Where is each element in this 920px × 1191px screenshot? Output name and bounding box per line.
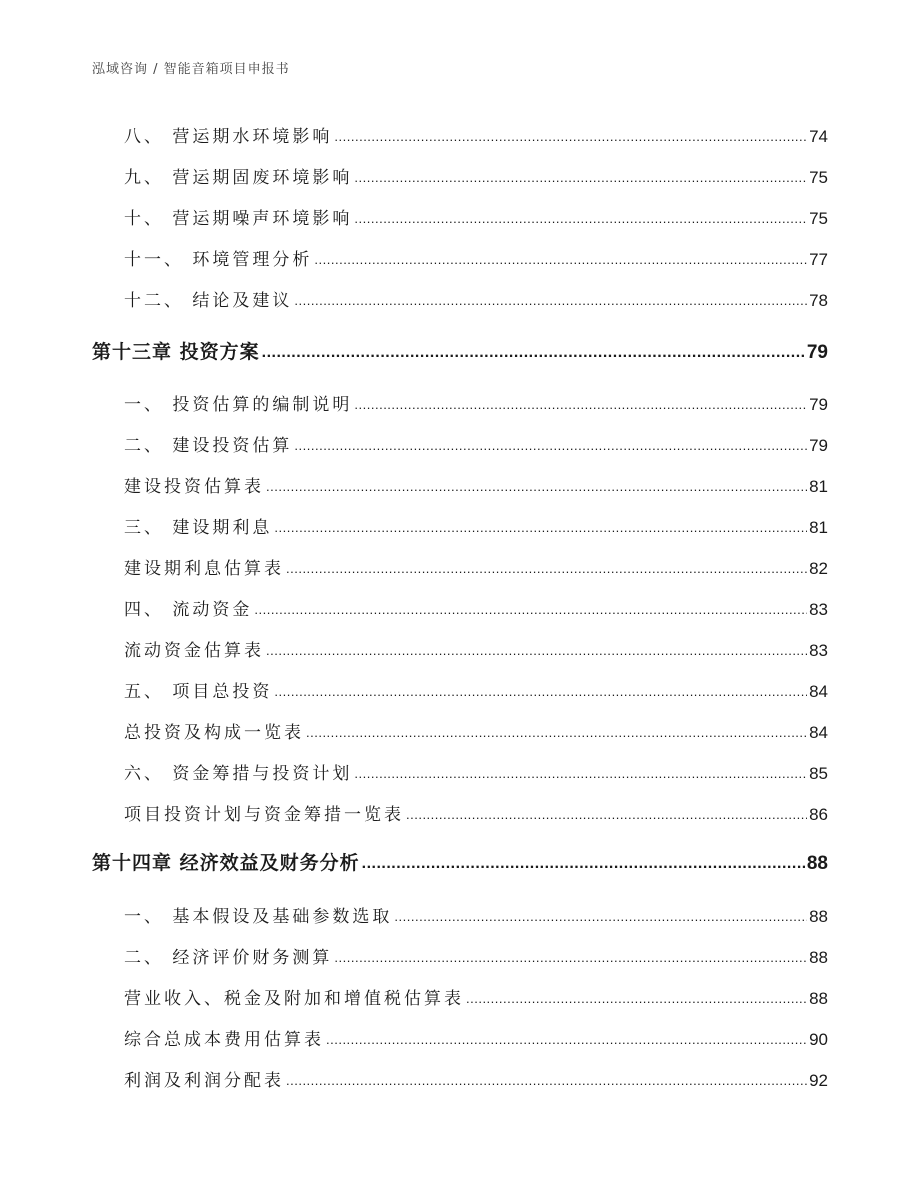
toc-entry-label: 营业收入、税金及附加和增值税估算表 xyxy=(124,989,464,1009)
toc-entry-label: 一、 基本假设及基础参数选取 xyxy=(124,907,393,927)
toc-chapter-page: 79 xyxy=(806,342,828,363)
toc-entry[interactable] xyxy=(124,390,828,414)
toc-entry[interactable] xyxy=(124,431,828,455)
dot-leader xyxy=(406,804,807,824)
toc-entry-label: 十二、 结论及建议 xyxy=(124,291,293,311)
dot-leader xyxy=(394,906,807,926)
toc-entry-label: 二、 经济评价财务测算 xyxy=(124,948,333,968)
toc-entry-label: 一、 投资估算的编制说明 xyxy=(124,395,353,415)
toc-entry-page: 82 xyxy=(809,559,828,578)
toc-entry-page: 79 xyxy=(809,436,828,455)
toc-entry-label: 项目投资计划与资金筹措一览表 xyxy=(124,805,404,825)
toc-entry-page: 84 xyxy=(809,723,828,742)
toc-entry[interactable] xyxy=(124,204,828,228)
toc-entry-label: 五、 项目总投资 xyxy=(124,682,273,702)
dot-leader xyxy=(314,249,807,269)
toc-entry[interactable] xyxy=(124,677,828,701)
toc-entry[interactable] xyxy=(124,245,828,269)
toc-entry-page: 86 xyxy=(809,805,828,824)
dot-leader xyxy=(286,1070,807,1090)
toc-entry-page: 74 xyxy=(809,127,828,146)
dot-leader xyxy=(274,681,807,701)
toc-chapter-page: 88 xyxy=(806,853,828,874)
toc-entry-label: 建设投资估算表 xyxy=(124,477,264,497)
dot-leader xyxy=(326,1029,807,1049)
toc-entry[interactable] xyxy=(124,902,828,926)
toc-entry[interactable] xyxy=(124,472,828,496)
toc-entry-page: 88 xyxy=(809,907,828,926)
toc-entry-page: 90 xyxy=(809,1030,828,1049)
toc-entry[interactable] xyxy=(124,163,828,187)
toc-entry-label: 十一、 环境管理分析 xyxy=(124,250,313,270)
toc-entry-label: 六、 资金筹措与投资计划 xyxy=(124,764,353,784)
toc-entry[interactable] xyxy=(124,554,828,578)
dot-leader xyxy=(466,988,807,1008)
toc-entry-label: 利润及利润分配表 xyxy=(124,1071,284,1091)
toc-entry[interactable] xyxy=(124,984,828,1008)
dot-leader xyxy=(274,517,807,537)
toc-entry[interactable] xyxy=(124,1066,828,1090)
toc-entry-page: 79 xyxy=(809,395,828,414)
dot-leader xyxy=(306,722,807,742)
toc-entry-label: 综合总成本费用估算表 xyxy=(124,1030,324,1050)
dot-leader xyxy=(262,340,805,362)
toc-entry[interactable] xyxy=(124,943,828,967)
toc-entry-page: 88 xyxy=(809,948,828,967)
toc-entry[interactable] xyxy=(124,800,828,824)
toc-entry-page: 92 xyxy=(809,1071,828,1090)
toc-entry-label: 三、 建设期利息 xyxy=(124,518,273,538)
toc-entry-page: 78 xyxy=(809,291,828,310)
toc-entry[interactable] xyxy=(124,513,828,537)
toc-entry-page: 81 xyxy=(809,518,828,537)
toc-entry[interactable] xyxy=(124,718,828,742)
dot-leader xyxy=(294,290,807,310)
toc-entry-page: 88 xyxy=(809,989,828,1008)
dot-leader xyxy=(254,599,807,619)
toc-entry-label: 九、 营运期固废环境影响 xyxy=(124,168,353,188)
toc-entry-label: 流动资金估算表 xyxy=(124,641,264,661)
toc-entry-page: 75 xyxy=(809,168,828,187)
dot-leader xyxy=(354,208,807,228)
dot-leader xyxy=(334,947,807,967)
toc-chapter-entry[interactable] xyxy=(92,848,828,876)
toc-entry-label: 总投资及构成一览表 xyxy=(124,723,304,743)
toc-entry[interactable] xyxy=(124,286,828,310)
toc-entry-label: 十、 营运期噪声环境影响 xyxy=(124,209,353,229)
toc-entry[interactable] xyxy=(124,636,828,660)
toc-entry[interactable] xyxy=(124,122,828,146)
dot-leader xyxy=(362,851,805,873)
toc-entry-page: 75 xyxy=(809,209,828,228)
dot-leader xyxy=(354,394,807,414)
toc-chapter-label: 第十三章 投资方案 xyxy=(92,341,260,363)
toc-entry-label: 四、 流动资金 xyxy=(124,600,253,620)
toc-entry-label: 二、 建设投资估算 xyxy=(124,436,293,456)
dot-leader xyxy=(266,640,807,660)
toc-entry-page: 81 xyxy=(809,477,828,496)
dot-leader xyxy=(286,558,807,578)
toc-chapter-entry[interactable] xyxy=(92,337,828,365)
toc-chapter-label: 第十四章 经济效益及财务分析 xyxy=(92,852,360,874)
toc-entry-page: 83 xyxy=(809,641,828,660)
toc-entry-page: 84 xyxy=(809,682,828,701)
toc-entry-label: 八、 营运期水环境影响 xyxy=(124,127,333,147)
toc-entry[interactable] xyxy=(124,759,828,783)
toc-entry-label: 建设期利息估算表 xyxy=(124,559,284,579)
dot-leader xyxy=(354,763,807,783)
dot-leader xyxy=(334,126,807,146)
dot-leader xyxy=(266,476,807,496)
toc-entry-page: 83 xyxy=(809,600,828,619)
toc-entry[interactable] xyxy=(124,1025,828,1049)
dot-leader xyxy=(354,167,807,187)
running-header: 泓域咨询 / 智能音箱项目申报书 xyxy=(92,62,290,77)
dot-leader xyxy=(294,435,807,455)
toc-entry[interactable] xyxy=(124,595,828,619)
toc-entry-page: 85 xyxy=(809,764,828,783)
toc-entry-page: 77 xyxy=(809,250,828,269)
